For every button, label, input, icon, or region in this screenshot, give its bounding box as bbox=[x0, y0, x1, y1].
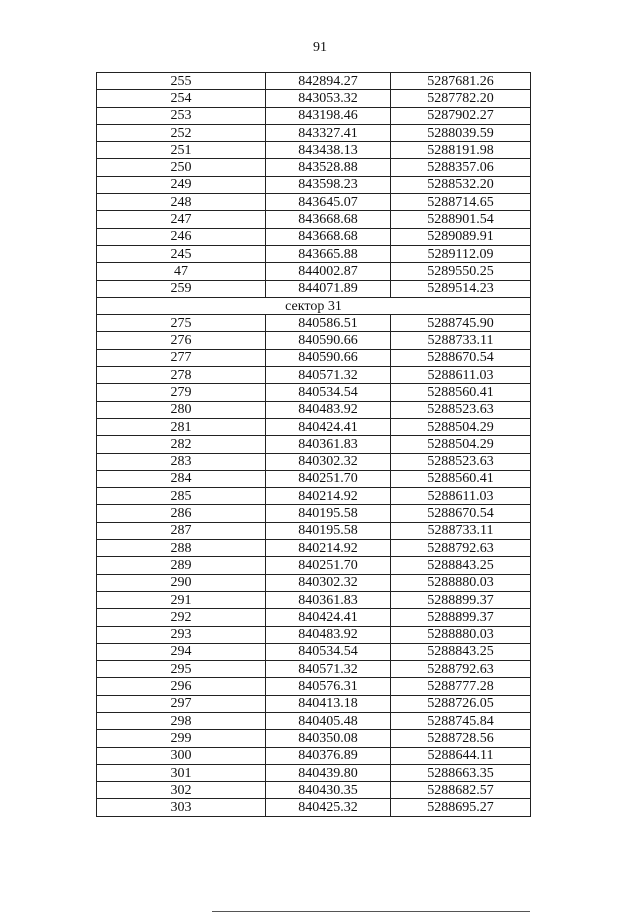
table-row bbox=[97, 540, 531, 557]
bottom-rule bbox=[212, 911, 530, 912]
y-coordinate-cell: 5288191.98 bbox=[391, 142, 531, 159]
x-coordinate-cell: 844071.89 bbox=[266, 280, 391, 297]
point-number-cell: 291 bbox=[97, 591, 266, 608]
y-coordinate-cell: 5288792.63 bbox=[391, 661, 531, 678]
point-number-cell: 250 bbox=[97, 159, 266, 176]
y-coordinate-cell: 5288039.59 bbox=[391, 124, 531, 141]
point-number-cell: 47 bbox=[97, 263, 266, 280]
y-coordinate-cell: 5288670.54 bbox=[391, 505, 531, 522]
x-coordinate-cell: 843198.46 bbox=[266, 107, 391, 124]
point-number-cell: 277 bbox=[97, 349, 266, 366]
table-row bbox=[97, 332, 531, 349]
y-coordinate-cell: 5288682.57 bbox=[391, 782, 531, 799]
point-number-cell: 259 bbox=[97, 280, 266, 297]
y-coordinate-cell: 5288357.06 bbox=[391, 159, 531, 176]
x-coordinate-cell: 840302.32 bbox=[266, 453, 391, 470]
point-number-cell: 294 bbox=[97, 643, 266, 660]
table-row bbox=[97, 159, 531, 176]
table-row bbox=[97, 90, 531, 107]
x-coordinate-cell: 843327.41 bbox=[266, 124, 391, 141]
table-row bbox=[97, 747, 531, 764]
table-row bbox=[97, 488, 531, 505]
x-coordinate-cell: 840302.32 bbox=[266, 574, 391, 591]
y-coordinate-cell: 5287902.27 bbox=[391, 107, 531, 124]
table-body-lower bbox=[97, 315, 531, 817]
x-coordinate-cell: 840361.83 bbox=[266, 436, 391, 453]
y-coordinate-cell: 5288560.41 bbox=[391, 384, 531, 401]
table-row bbox=[97, 401, 531, 418]
table-row bbox=[97, 315, 531, 332]
table-section-header bbox=[97, 297, 531, 314]
x-coordinate-cell: 843668.68 bbox=[266, 228, 391, 245]
table-row bbox=[97, 591, 531, 608]
point-number-cell: 248 bbox=[97, 194, 266, 211]
table-row bbox=[97, 730, 531, 747]
x-coordinate-cell: 840214.92 bbox=[266, 540, 391, 557]
x-coordinate-cell: 840350.08 bbox=[266, 730, 391, 747]
table-row bbox=[97, 211, 531, 228]
x-coordinate-cell: 840483.92 bbox=[266, 626, 391, 643]
y-coordinate-cell: 5288695.27 bbox=[391, 799, 531, 816]
y-coordinate-cell: 5288714.65 bbox=[391, 194, 531, 211]
y-coordinate-cell: 5288899.37 bbox=[391, 609, 531, 626]
coordinates-table bbox=[96, 72, 531, 817]
table-row bbox=[97, 643, 531, 660]
x-coordinate-cell: 840590.66 bbox=[266, 349, 391, 366]
point-number-cell: 298 bbox=[97, 712, 266, 729]
table-row bbox=[97, 609, 531, 626]
point-number-cell: 297 bbox=[97, 695, 266, 712]
table-body-upper bbox=[97, 73, 531, 298]
point-number-cell: 280 bbox=[97, 401, 266, 418]
x-coordinate-cell: 842894.27 bbox=[266, 73, 391, 90]
x-coordinate-cell: 840361.83 bbox=[266, 591, 391, 608]
x-coordinate-cell: 840376.89 bbox=[266, 747, 391, 764]
y-coordinate-cell: 5288523.63 bbox=[391, 453, 531, 470]
y-coordinate-cell: 5288611.03 bbox=[391, 488, 531, 505]
point-number-cell: 285 bbox=[97, 488, 266, 505]
section-row bbox=[97, 297, 531, 314]
y-coordinate-cell: 5288901.54 bbox=[391, 211, 531, 228]
point-number-cell: 255 bbox=[97, 73, 266, 90]
table-row bbox=[97, 349, 531, 366]
x-coordinate-cell: 843598.23 bbox=[266, 176, 391, 193]
y-coordinate-cell: 5288745.90 bbox=[391, 315, 531, 332]
y-coordinate-cell: 5287782.20 bbox=[391, 90, 531, 107]
table-row bbox=[97, 367, 531, 384]
x-coordinate-cell: 840586.51 bbox=[266, 315, 391, 332]
y-coordinate-cell: 5288792.63 bbox=[391, 540, 531, 557]
table-row bbox=[97, 712, 531, 729]
y-coordinate-cell: 5287681.26 bbox=[391, 73, 531, 90]
point-number-cell: 253 bbox=[97, 107, 266, 124]
x-coordinate-cell: 840571.32 bbox=[266, 367, 391, 384]
table-row bbox=[97, 436, 531, 453]
x-coordinate-cell: 840576.31 bbox=[266, 678, 391, 695]
x-coordinate-cell: 843668.68 bbox=[266, 211, 391, 228]
y-coordinate-cell: 5288504.29 bbox=[391, 436, 531, 453]
x-coordinate-cell: 840430.35 bbox=[266, 782, 391, 799]
x-coordinate-cell: 840413.18 bbox=[266, 695, 391, 712]
point-number-cell: 300 bbox=[97, 747, 266, 764]
y-coordinate-cell: 5288670.54 bbox=[391, 349, 531, 366]
point-number-cell: 299 bbox=[97, 730, 266, 747]
y-coordinate-cell: 5288523.63 bbox=[391, 401, 531, 418]
point-number-cell: 282 bbox=[97, 436, 266, 453]
x-coordinate-cell: 840251.70 bbox=[266, 470, 391, 487]
table-row bbox=[97, 470, 531, 487]
x-coordinate-cell: 840425.32 bbox=[266, 799, 391, 816]
y-coordinate-cell: 5288777.28 bbox=[391, 678, 531, 695]
page-number: 91 bbox=[313, 40, 327, 55]
table-row bbox=[97, 764, 531, 781]
table-row bbox=[97, 782, 531, 799]
y-coordinate-cell: 5288880.03 bbox=[391, 626, 531, 643]
point-number-cell: 276 bbox=[97, 332, 266, 349]
point-number-cell: 289 bbox=[97, 557, 266, 574]
point-number-cell: 283 bbox=[97, 453, 266, 470]
point-number-cell: 302 bbox=[97, 782, 266, 799]
table-row bbox=[97, 799, 531, 816]
point-number-cell: 249 bbox=[97, 176, 266, 193]
y-coordinate-cell: 5288726.05 bbox=[391, 695, 531, 712]
y-coordinate-cell: 5289550.25 bbox=[391, 263, 531, 280]
x-coordinate-cell: 840424.41 bbox=[266, 609, 391, 626]
y-coordinate-cell: 5288644.11 bbox=[391, 747, 531, 764]
x-coordinate-cell: 843438.13 bbox=[266, 142, 391, 159]
x-coordinate-cell: 840195.58 bbox=[266, 522, 391, 539]
table-row bbox=[97, 245, 531, 262]
table-row bbox=[97, 280, 531, 297]
table-row bbox=[97, 574, 531, 591]
table-row bbox=[97, 124, 531, 141]
y-coordinate-cell: 5288532.20 bbox=[391, 176, 531, 193]
section-label: сектор 31 bbox=[97, 297, 531, 314]
x-coordinate-cell: 840534.54 bbox=[266, 643, 391, 660]
x-coordinate-cell: 840195.58 bbox=[266, 505, 391, 522]
y-coordinate-cell: 5289089.91 bbox=[391, 228, 531, 245]
point-number-cell: 278 bbox=[97, 367, 266, 384]
x-coordinate-cell: 840405.48 bbox=[266, 712, 391, 729]
x-coordinate-cell: 843645.07 bbox=[266, 194, 391, 211]
x-coordinate-cell: 840424.41 bbox=[266, 418, 391, 435]
y-coordinate-cell: 5289112.09 bbox=[391, 245, 531, 262]
x-coordinate-cell: 840483.92 bbox=[266, 401, 391, 418]
y-coordinate-cell: 5289514.23 bbox=[391, 280, 531, 297]
y-coordinate-cell: 5288611.03 bbox=[391, 367, 531, 384]
table-row bbox=[97, 107, 531, 124]
table-row bbox=[97, 453, 531, 470]
y-coordinate-cell: 5288843.25 bbox=[391, 557, 531, 574]
table-row bbox=[97, 142, 531, 159]
point-number-cell: 293 bbox=[97, 626, 266, 643]
table-row bbox=[97, 73, 531, 90]
point-number-cell: 284 bbox=[97, 470, 266, 487]
table-row bbox=[97, 505, 531, 522]
point-number-cell: 279 bbox=[97, 384, 266, 401]
table-row bbox=[97, 194, 531, 211]
table-row bbox=[97, 626, 531, 643]
table-row bbox=[97, 522, 531, 539]
point-number-cell: 246 bbox=[97, 228, 266, 245]
point-number-cell: 290 bbox=[97, 574, 266, 591]
x-coordinate-cell: 840214.92 bbox=[266, 488, 391, 505]
point-number-cell: 254 bbox=[97, 90, 266, 107]
x-coordinate-cell: 840590.66 bbox=[266, 332, 391, 349]
table-row bbox=[97, 695, 531, 712]
table-row bbox=[97, 661, 531, 678]
table-row bbox=[97, 228, 531, 245]
x-coordinate-cell: 840571.32 bbox=[266, 661, 391, 678]
x-coordinate-cell: 840439.80 bbox=[266, 764, 391, 781]
point-number-cell: 251 bbox=[97, 142, 266, 159]
point-number-cell: 286 bbox=[97, 505, 266, 522]
y-coordinate-cell: 5288733.11 bbox=[391, 332, 531, 349]
point-number-cell: 292 bbox=[97, 609, 266, 626]
y-coordinate-cell: 5288560.41 bbox=[391, 470, 531, 487]
y-coordinate-cell: 5288728.56 bbox=[391, 730, 531, 747]
x-coordinate-cell: 840251.70 bbox=[266, 557, 391, 574]
point-number-cell: 303 bbox=[97, 799, 266, 816]
x-coordinate-cell: 840534.54 bbox=[266, 384, 391, 401]
point-number-cell: 245 bbox=[97, 245, 266, 262]
point-number-cell: 288 bbox=[97, 540, 266, 557]
y-coordinate-cell: 5288899.37 bbox=[391, 591, 531, 608]
table-row bbox=[97, 263, 531, 280]
point-number-cell: 296 bbox=[97, 678, 266, 695]
table-row bbox=[97, 384, 531, 401]
table-row bbox=[97, 418, 531, 435]
x-coordinate-cell: 843528.88 bbox=[266, 159, 391, 176]
point-number-cell: 275 bbox=[97, 315, 266, 332]
table-row bbox=[97, 557, 531, 574]
x-coordinate-cell: 844002.87 bbox=[266, 263, 391, 280]
x-coordinate-cell: 843053.32 bbox=[266, 90, 391, 107]
y-coordinate-cell: 5288504.29 bbox=[391, 418, 531, 435]
point-number-cell: 287 bbox=[97, 522, 266, 539]
y-coordinate-cell: 5288880.03 bbox=[391, 574, 531, 591]
y-coordinate-cell: 5288733.11 bbox=[391, 522, 531, 539]
y-coordinate-cell: 5288843.25 bbox=[391, 643, 531, 660]
y-coordinate-cell: 5288663.35 bbox=[391, 764, 531, 781]
table-row bbox=[97, 176, 531, 193]
y-coordinate-cell: 5288745.84 bbox=[391, 712, 531, 729]
point-number-cell: 281 bbox=[97, 418, 266, 435]
x-coordinate-cell: 843665.88 bbox=[266, 245, 391, 262]
point-number-cell: 295 bbox=[97, 661, 266, 678]
point-number-cell: 301 bbox=[97, 764, 266, 781]
point-number-cell: 247 bbox=[97, 211, 266, 228]
point-number-cell: 252 bbox=[97, 124, 266, 141]
table-row bbox=[97, 678, 531, 695]
